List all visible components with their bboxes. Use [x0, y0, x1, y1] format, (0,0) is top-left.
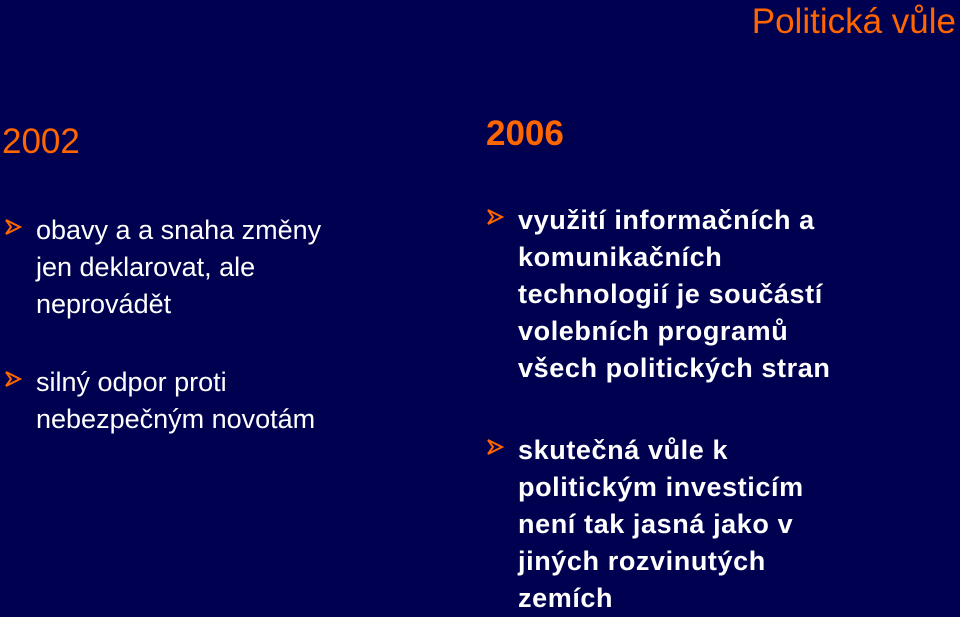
bullet-text: využití informačních a komunikačních technologií je součástí volebních programů všech politických stran — [518, 205, 831, 383]
bullet-item — [486, 432, 804, 617]
bullet-text: skutečná vůle k politickým investicím není tak jasná jako v jiných rozvinutých zemích — [518, 435, 804, 613]
slide-title: Politická vůle — [751, 2, 956, 41]
arrow-bullet-icon — [486, 208, 504, 226]
arrow-bullet-icon — [4, 218, 22, 236]
year-heading-2006: 2006 — [486, 114, 564, 153]
bullet-item — [4, 212, 321, 323]
bullet-item — [4, 364, 315, 438]
bullet-text: silný odpor proti nebezpečným novotám — [36, 367, 316, 434]
bullet-text: obavy a a snaha změny jen deklarovat, ale neprovádět — [36, 215, 322, 319]
arrow-bullet-icon — [486, 438, 504, 456]
bullet-item — [486, 202, 830, 387]
column-2002 — [0, 0, 478, 614]
year-heading-2002: 2002 — [2, 122, 80, 161]
column-2006 — [478, 0, 960, 614]
arrow-bullet-icon — [4, 370, 22, 388]
